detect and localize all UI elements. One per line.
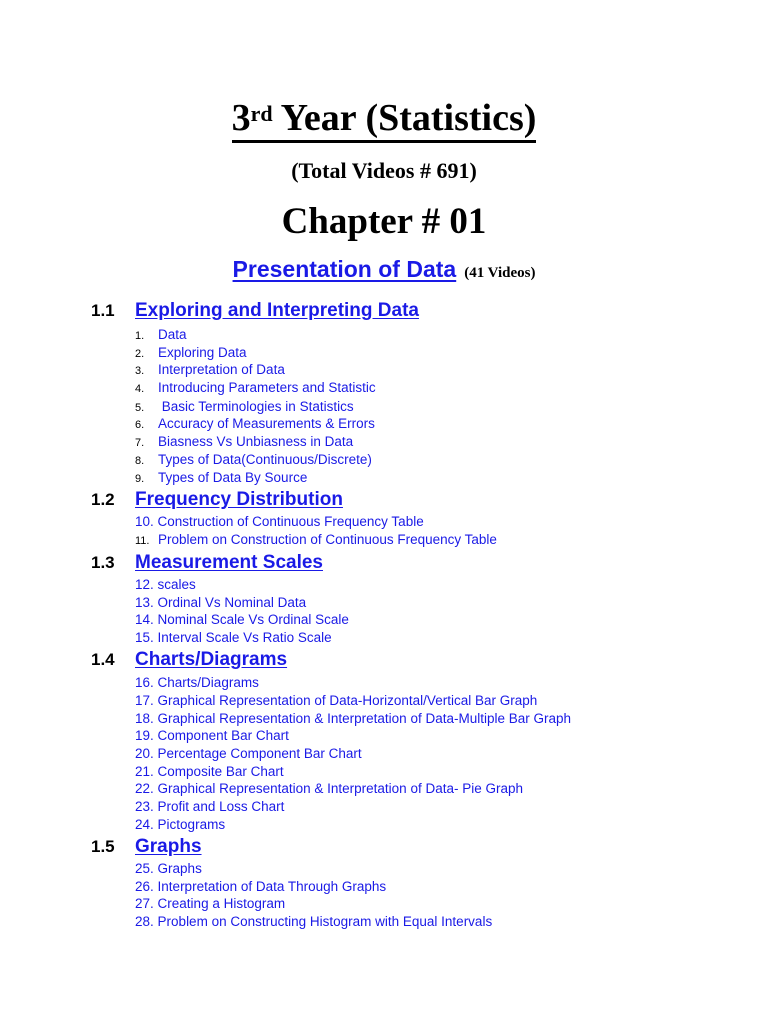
item-number: 7. bbox=[135, 437, 145, 449]
list-item[interactable] bbox=[135, 594, 306, 612]
section-heading bbox=[0, 550, 768, 576]
section-number: 1.5 bbox=[91, 837, 115, 856]
item-number: 20. bbox=[135, 746, 154, 761]
item-label: Nominal Scale Vs Ordinal Scale bbox=[157, 612, 349, 627]
list-item[interactable] bbox=[135, 361, 285, 379]
title-superscript: rd bbox=[250, 101, 273, 126]
list-item[interactable] bbox=[135, 576, 196, 594]
list-item[interactable] bbox=[135, 344, 247, 362]
section-title-link[interactable]: Frequency Distribution bbox=[135, 489, 343, 510]
list-item[interactable] bbox=[135, 611, 349, 629]
item-number: 22. bbox=[135, 781, 154, 796]
page-title bbox=[0, 94, 768, 143]
item-number: 19. bbox=[135, 728, 154, 743]
item-label: Types of Data By Source bbox=[158, 470, 308, 485]
item-number: 24. bbox=[135, 817, 154, 832]
item-number: 11. bbox=[135, 535, 150, 547]
list-item[interactable] bbox=[135, 629, 332, 647]
section-title-link[interactable]: Charts/Diagrams bbox=[135, 649, 288, 670]
item-number: 10. bbox=[135, 514, 154, 529]
item-number: 27. bbox=[135, 896, 154, 911]
item-label: Basic Terminologies in Statistics bbox=[158, 399, 354, 414]
list-item[interactable] bbox=[135, 780, 523, 798]
list-item[interactable] bbox=[135, 415, 375, 433]
item-label: Introducing Parameters and Statistic bbox=[158, 380, 376, 395]
item-number: 17. bbox=[135, 693, 154, 708]
item-number: 13. bbox=[135, 595, 154, 610]
list-item[interactable] bbox=[135, 674, 259, 692]
item-number: 16. bbox=[135, 675, 154, 690]
page-title-text bbox=[232, 96, 537, 143]
list-item[interactable] bbox=[135, 878, 386, 896]
item-label: Graphical Representation of Data-Horizontal/Vertical Bar Graph bbox=[157, 693, 538, 708]
list-item[interactable] bbox=[135, 913, 492, 931]
item-label: Interpretation of Data Through Graphs bbox=[157, 879, 387, 894]
list-item[interactable] bbox=[135, 745, 362, 763]
item-label: Problem on Constructing Histogram with Equal Intervals bbox=[157, 914, 493, 929]
section-heading bbox=[0, 298, 768, 324]
item-label: Interval Scale Vs Ratio Scale bbox=[157, 630, 332, 645]
item-number: 15. bbox=[135, 630, 154, 645]
item-label: Types of Data(Continuous/Discrete) bbox=[158, 452, 372, 467]
list-item[interactable] bbox=[135, 727, 289, 745]
list-item[interactable] bbox=[135, 513, 424, 531]
item-label: Profit and Loss Chart bbox=[157, 799, 285, 814]
section-heading bbox=[0, 487, 768, 513]
item-number: 1. bbox=[135, 330, 145, 342]
item-label: Percentage Component Bar Chart bbox=[157, 746, 362, 761]
item-label: Creating a Histogram bbox=[157, 896, 286, 911]
section-title-link[interactable]: Exploring and Interpreting Data bbox=[135, 300, 419, 321]
section-title-link[interactable]: Measurement Scales bbox=[135, 552, 323, 573]
list-item[interactable] bbox=[135, 798, 284, 816]
item-label: Graphical Representation & Interpretation of Data-Multiple Bar Graph bbox=[157, 711, 572, 726]
item-number: 12. bbox=[135, 577, 154, 592]
item-label: Component Bar Chart bbox=[157, 728, 289, 743]
item-number: 4. bbox=[135, 383, 145, 395]
title-rest: Year (Statistics) bbox=[272, 97, 537, 139]
item-number: 5. bbox=[135, 402, 145, 414]
item-label: Graphical Representation & Interpretation of Data- Pie Graph bbox=[157, 781, 523, 796]
chapter-name-link[interactable]: Presentation of Data bbox=[232, 256, 457, 282]
list-item[interactable] bbox=[135, 433, 353, 451]
item-label: Charts/Diagrams bbox=[157, 675, 259, 690]
item-number: 21. bbox=[135, 764, 154, 779]
item-number: 2. bbox=[135, 348, 145, 360]
list-item[interactable] bbox=[135, 469, 307, 487]
item-label: scales bbox=[157, 577, 196, 592]
list-item[interactable] bbox=[135, 860, 202, 878]
item-label: Construction of Continuous Frequency Table bbox=[157, 514, 424, 529]
item-label: Accuracy of Measurements & Errors bbox=[158, 416, 375, 431]
section-number: 1.4 bbox=[91, 650, 115, 669]
list-item[interactable] bbox=[135, 763, 284, 781]
item-number: 23. bbox=[135, 799, 154, 814]
item-label: Interpretation of Data bbox=[158, 362, 285, 377]
list-item[interactable] bbox=[135, 816, 225, 834]
item-label: Problem on Construction of Continuous Frequency Table bbox=[158, 532, 497, 547]
list-item[interactable] bbox=[135, 895, 285, 913]
item-number: 6. bbox=[135, 419, 145, 431]
item-label: Pictograms bbox=[157, 817, 226, 832]
list-item[interactable] bbox=[135, 326, 187, 344]
item-number: 9. bbox=[135, 473, 145, 485]
item-label: Ordinal Vs Nominal Data bbox=[157, 595, 307, 610]
section-title-link[interactable]: Graphs bbox=[135, 836, 202, 857]
chapter-video-count: (41 Videos) bbox=[464, 265, 536, 281]
section-heading bbox=[0, 647, 768, 673]
item-number: 28. bbox=[135, 914, 154, 929]
item-number: 25. bbox=[135, 861, 154, 876]
item-label: Graphs bbox=[157, 861, 202, 876]
item-number: 18. bbox=[135, 711, 154, 726]
list-item[interactable] bbox=[135, 531, 497, 549]
item-label: Biasness Vs Unbiasness in Data bbox=[158, 434, 354, 449]
section-heading bbox=[0, 834, 768, 860]
item-label: Exploring Data bbox=[158, 345, 247, 360]
section-number: 1.3 bbox=[91, 553, 115, 572]
item-label: Data bbox=[158, 327, 187, 342]
chapter-name-row bbox=[0, 256, 768, 283]
list-item[interactable] bbox=[135, 398, 354, 416]
total-videos-subtitle: (Total Videos # 691) bbox=[291, 158, 477, 183]
item-number: 3. bbox=[135, 365, 145, 377]
section-number: 1.1 bbox=[91, 301, 115, 320]
item-number: 14. bbox=[135, 612, 154, 627]
list-item[interactable] bbox=[135, 710, 571, 728]
item-number: 26. bbox=[135, 879, 154, 894]
chapter-heading: Chapter # 01 bbox=[281, 201, 487, 242]
item-label: Composite Bar Chart bbox=[157, 764, 284, 779]
list-item[interactable] bbox=[135, 692, 537, 710]
list-item[interactable] bbox=[135, 379, 376, 397]
section-number: 1.2 bbox=[91, 490, 115, 509]
list-item[interactable] bbox=[135, 451, 372, 469]
item-number: 8. bbox=[135, 455, 145, 467]
title-number: 3 bbox=[231, 97, 251, 139]
